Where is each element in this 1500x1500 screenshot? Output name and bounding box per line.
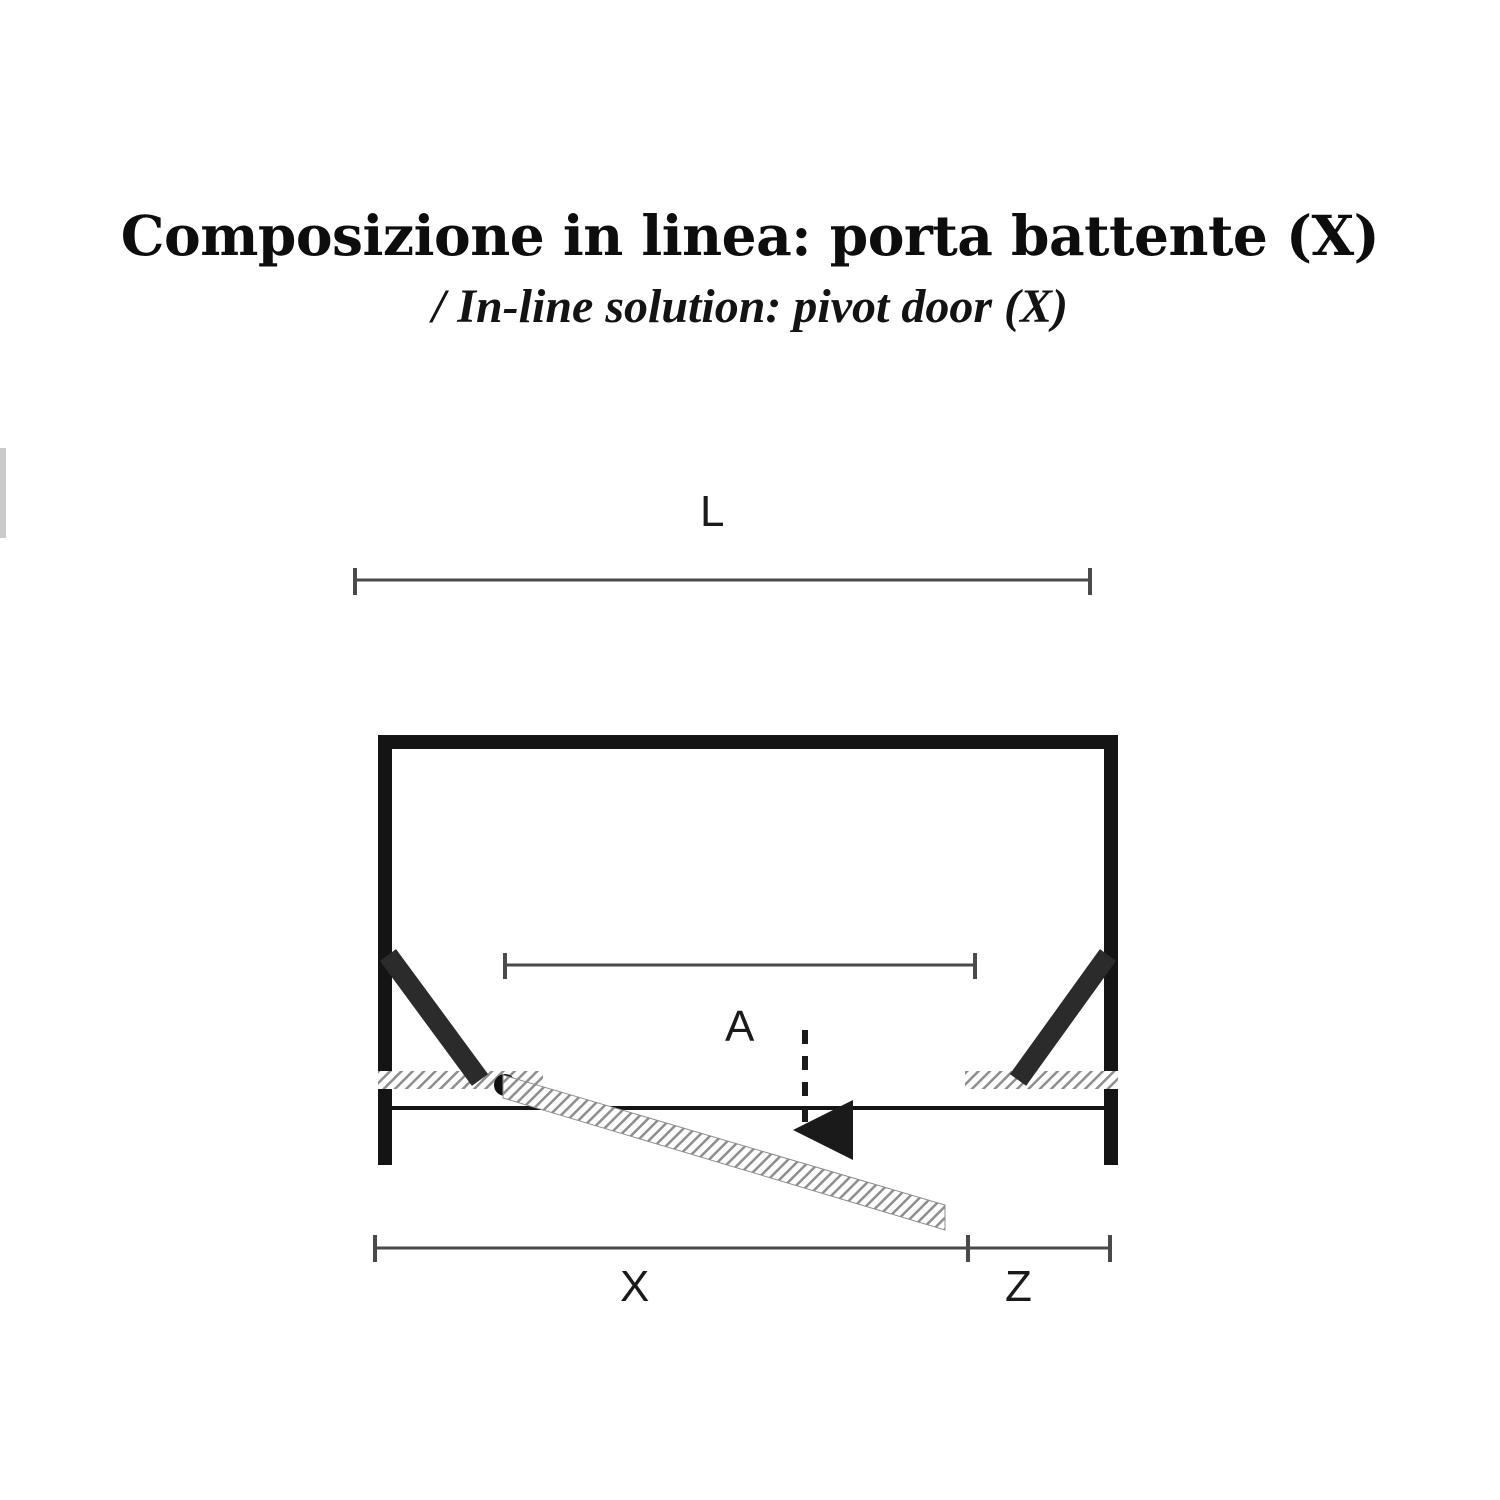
page-title-italian: Composizione in linea: porta battente (X) [120,203,1380,268]
dimension-label-X: X [620,1262,650,1311]
technical-drawing [0,430,1500,1430]
dimension-line-A [505,953,975,979]
left-door-strut [388,955,480,1080]
dimension-label-A: A [725,1002,755,1051]
pivoting-door-panel [503,1075,945,1230]
dimension-label-L: L [700,487,725,536]
dimension-line-L [355,568,1090,595]
dimension-label-Z: Z [1005,1262,1032,1311]
title-block [0,205,1500,334]
page-title-english: / In-line solution: pivot door (X) [431,279,1069,333]
dimension-line-X [375,1235,968,1262]
dimension-line-Z [968,1235,1110,1262]
fixed-glass-panel [965,1071,1118,1089]
enclosure-outline [378,735,1118,1165]
right-door-strut [1018,955,1108,1080]
